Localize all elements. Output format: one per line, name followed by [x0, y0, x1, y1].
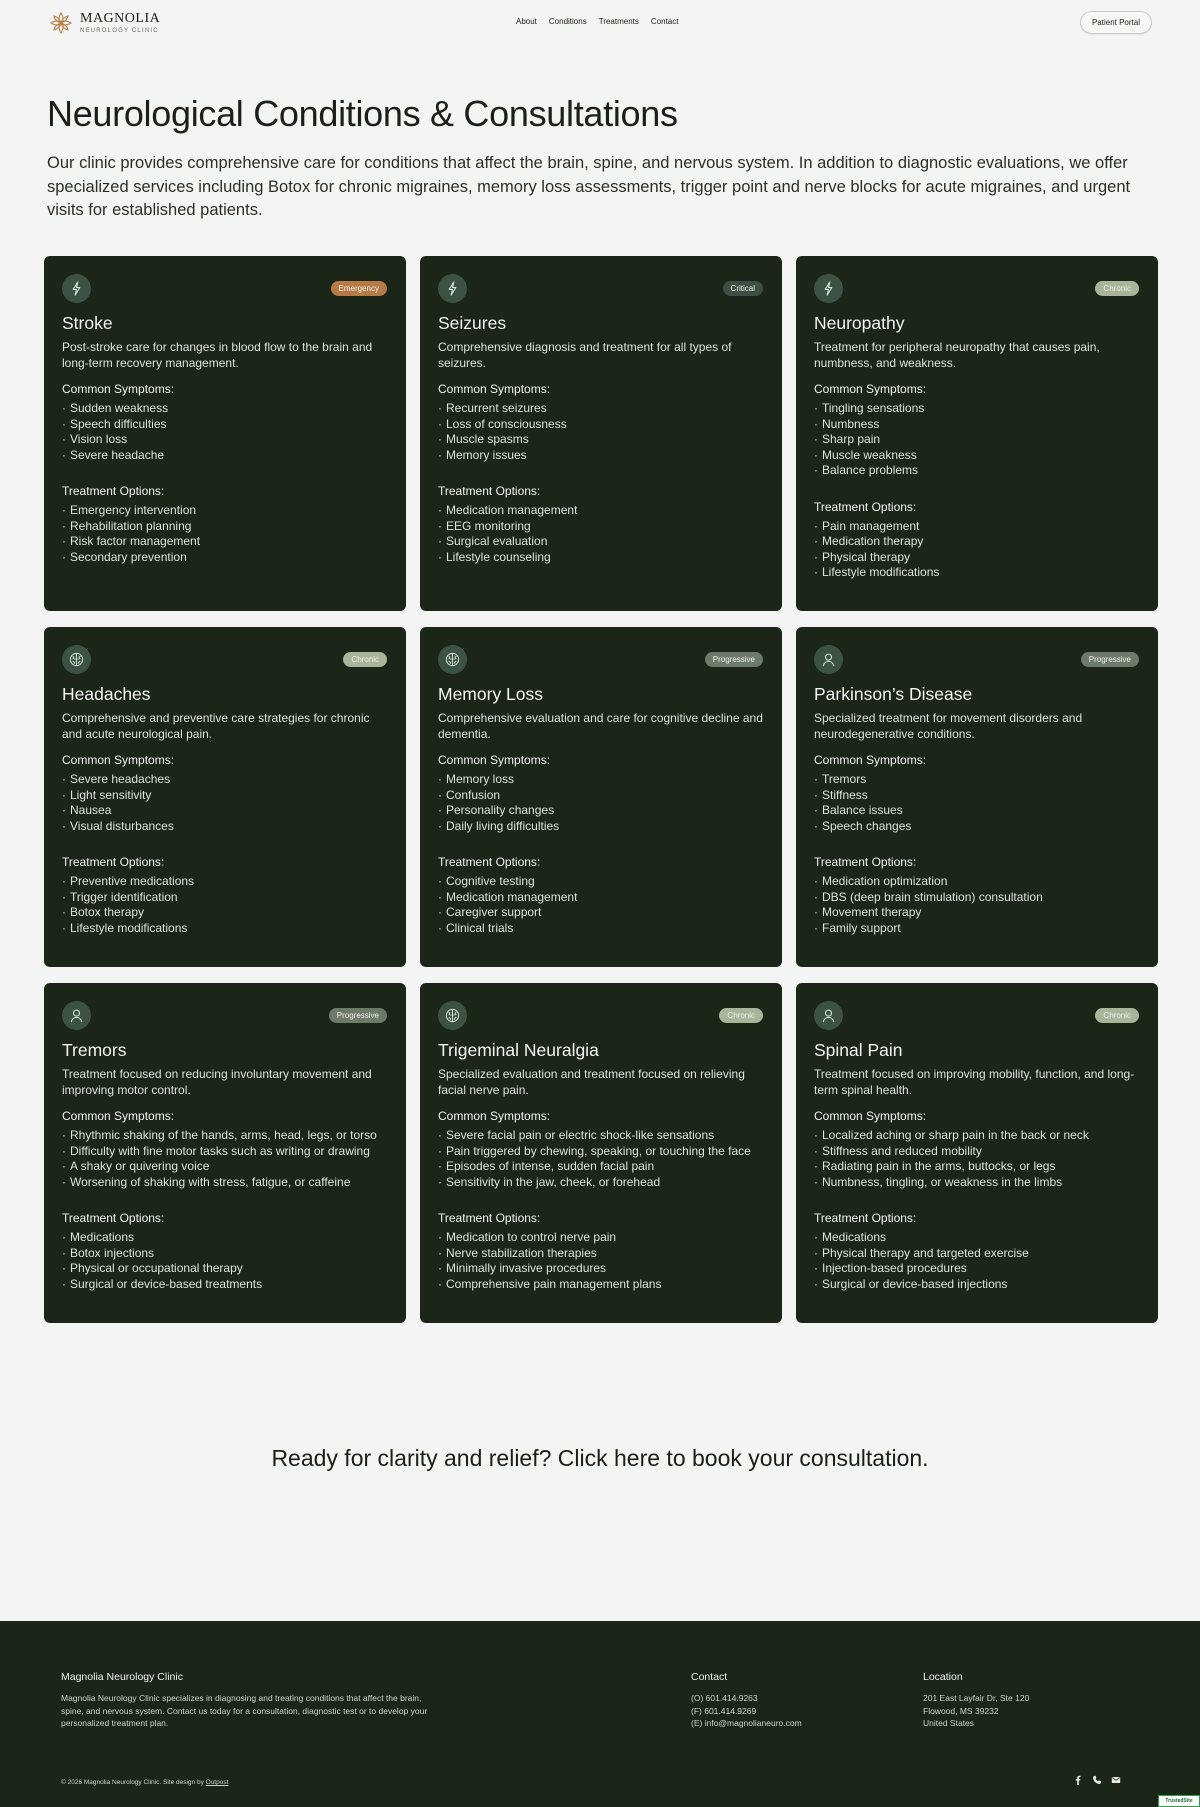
symptoms-list [62, 401, 392, 463]
treatment-item: · Botox therapy [62, 905, 392, 921]
treatments-section [814, 1211, 1144, 1292]
symptom-item: · Pain triggered by chewing, speaking, or touching the face [438, 1144, 768, 1160]
brain-icon [438, 1001, 467, 1030]
symptoms-heading: Common Symptoms: [62, 753, 175, 767]
treatments-list [438, 1230, 768, 1292]
symptom-item: · Worsening of shaking with stress, fatigue, or caffeine [62, 1175, 392, 1191]
symptom-item: · Nausea [62, 803, 392, 819]
treatment-item: · Physical or occupational therapy [62, 1261, 392, 1277]
treatment-item: · Rehabilitation planning [62, 519, 392, 535]
treatments-section [438, 855, 768, 936]
symptoms-list [814, 1128, 1144, 1190]
email-icon[interactable] [1111, 1775, 1121, 1785]
symptom-item: · Numbness, tingling, or weakness in the limbs [814, 1175, 1144, 1191]
symptom-item: · Severe facial pain or electric shock-like sensations [438, 1128, 768, 1144]
treatment-item: · Family support [814, 921, 1144, 937]
nav-treatments[interactable]: Treatments [598, 17, 639, 26]
symptom-item: · Balance problems [814, 463, 1144, 479]
status-badge: Critical [723, 281, 763, 296]
treatment-item: · Physical therapy and targeted exercise [814, 1246, 1144, 1262]
brain-icon [438, 645, 467, 674]
symptom-item: · Memory loss [438, 772, 768, 788]
symptom-item: · Rhythmic shaking of the hands, arms, head, legs, or torso [62, 1128, 392, 1144]
trusted-site-badge[interactable]: TrustedSite [1158, 1795, 1200, 1807]
symptom-item: · Tingling sensations [814, 401, 1144, 417]
condition-card [796, 983, 1158, 1323]
condition-title: Seizures [438, 313, 507, 333]
symptom-item: · Memory issues [438, 448, 768, 464]
treatment-item: · Medication management [438, 890, 768, 906]
symptoms-section [814, 382, 1144, 479]
treatment-item: · Medication optimization [814, 874, 1144, 890]
symptoms-list [62, 772, 392, 834]
symptoms-heading: Common Symptoms: [814, 1109, 927, 1123]
symptom-item: · Light sensitivity [62, 788, 392, 804]
symptom-item: · Numbness [814, 417, 1144, 433]
symptom-item: · Speech changes [814, 819, 1144, 835]
footer-address [923, 1692, 1029, 1730]
symptoms-section [438, 1109, 768, 1190]
treatment-item: · Botox injections [62, 1246, 392, 1262]
treatments-heading: Treatment Options: [438, 484, 541, 498]
treatments-section [438, 1211, 768, 1292]
treatments-heading: Treatment Options: [814, 1211, 917, 1225]
symptom-item: · Difficulty with fine motor tasks such as writing or drawing [62, 1144, 392, 1160]
logo[interactable] [48, 10, 160, 36]
condition-card [420, 627, 782, 967]
condition-card [44, 256, 406, 611]
lightning-icon [62, 274, 91, 303]
condition-card [796, 627, 1158, 967]
condition-card [420, 983, 782, 1323]
symptoms-list [62, 1128, 392, 1190]
symptom-item: · Confusion [438, 788, 768, 804]
symptom-item: · Vision loss [62, 432, 392, 448]
page-title: Neurological Conditions & Consultations [47, 93, 678, 134]
condition-description: Comprehensive diagnosis and treatment for all types of seizures. [438, 340, 732, 370]
lightning-icon [438, 274, 467, 303]
symptom-item: · Localized aching or sharp pain in the back or neck [814, 1128, 1144, 1144]
treatment-item: · Surgical evaluation [438, 534, 768, 550]
treatment-item: · DBS (deep brain stimulation) consultation [814, 890, 1144, 906]
footer-address-line: Flowood, MS 39232 [923, 1705, 999, 1716]
treatment-item: · Pain management [814, 519, 1144, 535]
treatments-heading: Treatment Options: [62, 1211, 165, 1225]
treatment-item: · Lifestyle modifications [814, 565, 1144, 581]
symptoms-section [62, 382, 392, 463]
treatments-section [814, 500, 1144, 581]
treatments-list [814, 519, 1144, 581]
treatment-item: · Risk factor management [62, 534, 392, 550]
facebook-icon[interactable] [1073, 1775, 1083, 1785]
nav-conditions[interactable]: Conditions [548, 17, 587, 26]
book-consultation-link[interactable]: Ready for clarity and relief? Click here to book your consultation. [271, 1445, 929, 1471]
symptom-item: · Episodes of intense, sudden facial pain [438, 1159, 768, 1175]
symptoms-heading: Common Symptoms: [814, 753, 927, 767]
condition-card [420, 256, 782, 611]
symptom-item: · Radiating pain in the arms, buttocks, or legs [814, 1159, 1144, 1175]
symptoms-section [814, 753, 1144, 834]
condition-description: Comprehensive and preventive care strategies for chronic and acute neurological pain. [62, 711, 370, 741]
treatment-item: · Medication management [438, 503, 768, 519]
symptoms-heading: Common Symptoms: [62, 382, 175, 396]
site-footer [0, 1621, 1200, 1807]
symptoms-section [62, 753, 392, 834]
treatments-list [62, 1230, 392, 1292]
condition-title: Headaches [62, 684, 151, 704]
treatments-heading: Treatment Options: [814, 855, 917, 869]
treatment-item: · Minimally invasive procedures [438, 1261, 768, 1277]
treatment-item: · Cognitive testing [438, 874, 768, 890]
footer-contact-title: Contact [691, 1671, 728, 1683]
magnolia-flower-icon [48, 10, 74, 36]
patient-portal-button[interactable]: Patient Portal [1080, 11, 1152, 34]
symptom-item: · Muscle weakness [814, 448, 1144, 464]
logo-subtitle: NEUROLOGY CLINIC [80, 28, 159, 34]
symptoms-heading: Common Symptoms: [62, 1109, 175, 1123]
treatment-item: · Surgical or device-based treatments [62, 1277, 392, 1293]
treatments-heading: Treatment Options: [438, 1211, 541, 1225]
symptom-item: · Sensitivity in the jaw, cheek, or forehead [438, 1175, 768, 1191]
treatments-heading: Treatment Options: [62, 484, 165, 498]
symptom-item: · Severe headaches [62, 772, 392, 788]
condition-title: Trigeminal Neuralgia [438, 1040, 599, 1060]
logo-name: MAGNOLIA [80, 11, 161, 26]
treatments-list [62, 503, 392, 565]
status-badge: Chronic [1095, 1008, 1139, 1023]
symptom-item: · Stiffness and reduced mobility [814, 1144, 1144, 1160]
symptom-item: · Visual disturbances [62, 819, 392, 835]
symptoms-section [814, 1109, 1144, 1190]
footer-about-text: Magnolia Neurology Clinic specializes in diagnosing and treating conditions that affect the brain, spine, and nervous system. Contact us today for a consultation, diagnostic test or to develop your personalized treatment plan. [61, 1693, 428, 1728]
copyright-text: © 2026 Magnolia Neurology Clinic. Site design by [61, 1779, 204, 1786]
person-icon [814, 1001, 843, 1030]
treatment-item: · Preventive medications [62, 874, 392, 890]
footer-address-line: United States [923, 1718, 975, 1728]
treatment-item: · Caregiver support [438, 905, 768, 921]
lightning-icon [814, 274, 843, 303]
treatments-section [438, 484, 768, 565]
site-header [0, 0, 1200, 46]
symptoms-heading: Common Symptoms: [814, 382, 927, 396]
treatments-heading: Treatment Options: [814, 499, 917, 514]
treatment-item: · EEG monitoring [438, 519, 768, 535]
footer-fax: (F) 601.414.9269 [691, 1705, 757, 1716]
treatments-heading: Treatment Options: [62, 855, 165, 869]
symptoms-heading: Common Symptoms: [438, 753, 551, 767]
symptom-item: · Daily living difficulties [438, 819, 768, 835]
symptoms-list [438, 401, 768, 463]
treatment-item: · Physical therapy [814, 550, 1144, 566]
treatment-item: · Lifestyle counseling [438, 550, 768, 566]
treatments-list [814, 874, 1144, 936]
condition-description: Treatment focused on improving mobility, function, and long-term spinal health. [814, 1067, 1135, 1097]
intro-text: Our clinic provides comprehensive care for conditions that affect the brain, spine, and nervous system. In addition to diagnostic evaluations, we offer specialized services including Botox for chronic migraines, memory loss assessments, trigger point and nerve blocks for acute migraines, and urgent visits for established patients. [47, 154, 1131, 219]
condition-title: Tremors [62, 1040, 127, 1060]
nav-about[interactable]: About [516, 17, 537, 26]
treatments-list [438, 503, 768, 565]
treatment-item: · Clinical trials [438, 921, 768, 937]
treatment-item: · Medications [62, 1230, 392, 1246]
status-badge: Chronic [1095, 281, 1139, 296]
status-badge: Progressive [1081, 652, 1139, 667]
symptom-item: · A shaky or quivering voice [62, 1159, 392, 1175]
symptom-item: · Tremors [814, 772, 1144, 788]
status-badge: Chronic [719, 1008, 763, 1023]
symptoms-list [814, 772, 1144, 834]
treatment-item: · Injection-based procedures [814, 1261, 1144, 1277]
symptom-item: · Personality changes [438, 803, 768, 819]
treatments-list [814, 1230, 1144, 1292]
footer-address-line: 201 East Layfair Dr, Ste 120 [923, 1693, 1030, 1703]
brain-icon [62, 645, 91, 674]
symptom-item: · Recurrent seizures [438, 401, 768, 417]
symptom-item: · Severe headache [62, 448, 392, 464]
footer-email[interactable]: (E) info@magnolianeuro.com [691, 1718, 802, 1728]
footer-about-title: Magnolia Neurology Clinic [61, 1671, 183, 1683]
symptom-item: · Stiffness [814, 788, 1144, 804]
status-badge: Chronic [343, 652, 387, 667]
symptoms-section [438, 382, 768, 463]
treatment-item: · Comprehensive pain management plans [438, 1277, 768, 1293]
treatment-item: · Medication to control nerve pain [438, 1230, 768, 1246]
symptoms-section [438, 753, 768, 834]
condition-card [796, 256, 1158, 611]
symptoms-heading: Common Symptoms: [438, 382, 551, 396]
symptoms-section [62, 1109, 392, 1190]
treatments-section [62, 1211, 392, 1292]
symptom-item: · Sharp pain [814, 432, 1144, 448]
condition-description: Specialized treatment for movement disorders and neurodegenerative conditions. [814, 711, 1083, 741]
designer-link[interactable]: Outpost [205, 1779, 229, 1786]
treatments-section [62, 484, 392, 565]
footer-phone[interactable]: (O) 601.414.9263 [691, 1693, 758, 1703]
condition-card [44, 983, 406, 1323]
social-links [1073, 1775, 1121, 1785]
symptoms-list [814, 401, 1144, 479]
symptoms-list [438, 772, 768, 834]
condition-title: Spinal Pain [814, 1040, 903, 1060]
treatments-list [62, 874, 392, 936]
person-icon [62, 1001, 91, 1030]
treatment-item: · Movement therapy [814, 905, 1144, 921]
symptom-item: · Sudden weakness [62, 401, 392, 417]
person-icon [814, 645, 843, 674]
treatments-heading: Treatment Options: [438, 855, 541, 869]
condition-description: Specialized evaluation and treatment focused on relieving facial nerve pain. [438, 1067, 745, 1097]
status-badge: Emergency [331, 281, 387, 296]
condition-title: Parkinson’s Disease [814, 684, 973, 704]
copyright [61, 1779, 228, 1786]
treatment-item: · Lifestyle modifications [62, 921, 392, 937]
condition-description: Comprehensive evaluation and care for cognitive decline and dementia. [438, 711, 763, 741]
treatment-item: · Nerve stabilization therapies [438, 1246, 768, 1262]
treatment-item: · Trigger identification [62, 890, 392, 906]
treatment-item: · Medication therapy [814, 534, 1144, 550]
status-badge: Progressive [329, 1008, 387, 1023]
treatments-list [438, 874, 768, 936]
nav-contact[interactable]: Contact [650, 17, 679, 26]
footer-contact-list [691, 1692, 802, 1730]
phone-icon[interactable] [1092, 1775, 1102, 1785]
treatment-item: · Emergency intervention [62, 503, 392, 519]
treatments-section [62, 855, 392, 936]
symptom-item: · Speech difficulties [62, 417, 392, 433]
treatments-section [814, 855, 1144, 936]
symptom-item: · Muscle spasms [438, 432, 768, 448]
condition-card [44, 627, 406, 967]
condition-description: Treatment for peripheral neuropathy that causes pain, numbness, and weakness. [814, 340, 1100, 370]
condition-title: Neuropathy [814, 313, 905, 333]
treatment-item: · Secondary prevention [62, 550, 392, 566]
symptom-item: · Balance issues [814, 803, 1144, 819]
treatment-item: · Surgical or device-based injections [814, 1277, 1144, 1293]
status-badge: Progressive [705, 652, 763, 667]
condition-description: Post-stroke care for changes in blood flow to the brain and long-term recovery management. [62, 340, 373, 370]
main-nav [516, 17, 678, 26]
condition-title: Memory Loss [438, 684, 544, 704]
symptoms-heading: Common Symptoms: [438, 1109, 551, 1123]
footer-location-title: Location [923, 1671, 963, 1683]
symptoms-list [438, 1128, 768, 1190]
symptom-item: · Loss of consciousness [438, 417, 768, 433]
condition-description: Treatment focused on reducing involuntary movement and improving motor control. [62, 1067, 372, 1097]
condition-title: Stroke [62, 313, 113, 333]
treatment-item: · Medications [814, 1230, 1144, 1246]
